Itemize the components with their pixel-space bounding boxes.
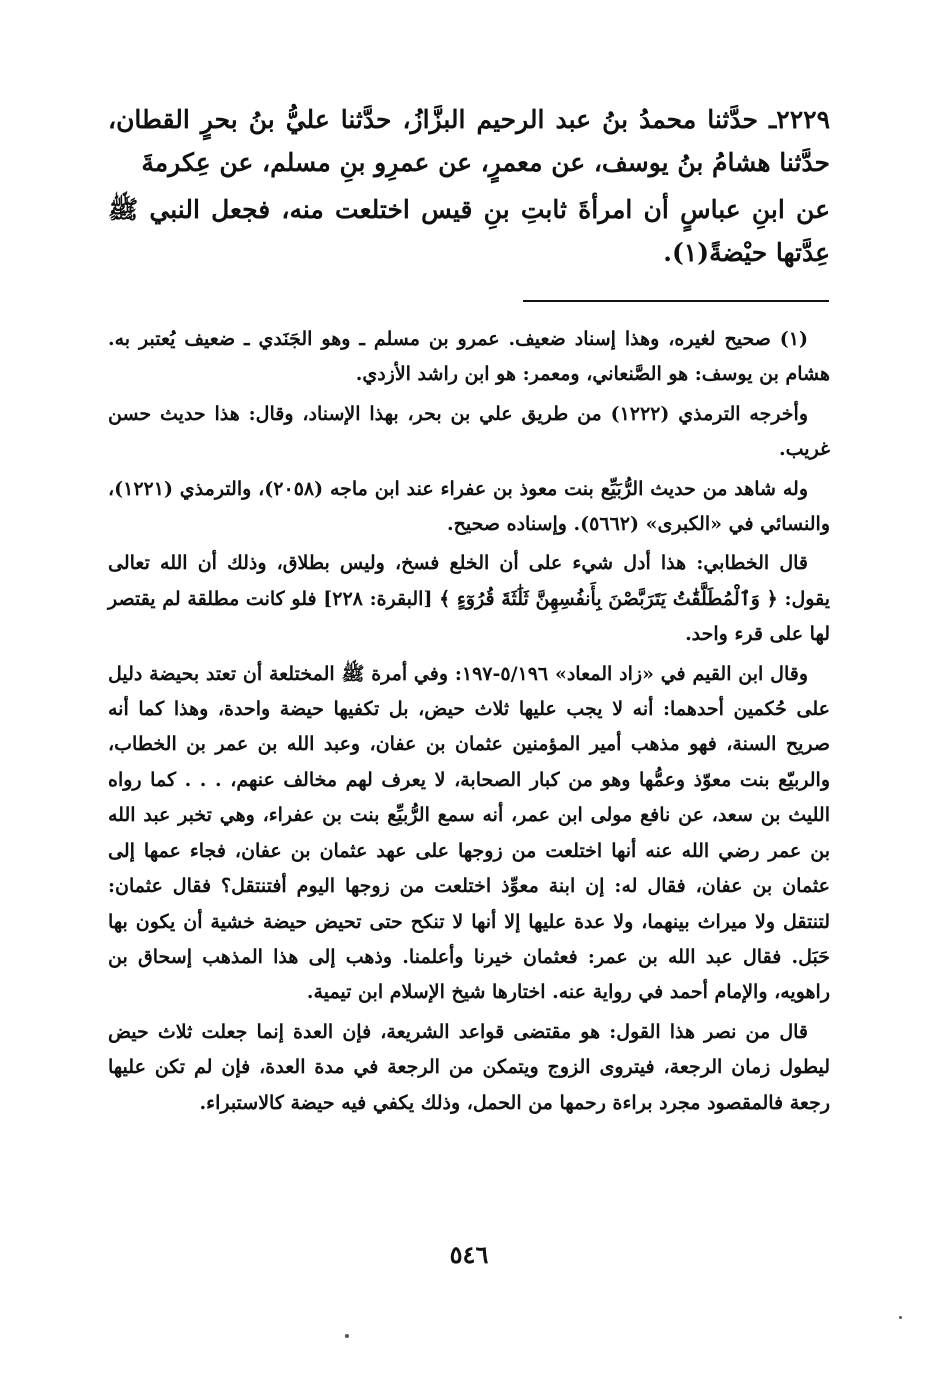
scan-speck	[345, 1334, 349, 1338]
footnote-paragraph: قال الخطابي: هذا أدل شيء على أن الخلع فسخ، وليس بطلاق، وذلك أن الله تعالى يقول: ﴿ وَٱلْمُطَلَّقَٰتُ يَتَرَبَّصْنَ بِأَنفُسِهِنَّ ثَلَٰثَةَ قُرُوٓءٍ ﴾ [البقرة: ٢٢٨] فلو كانت مطلقة لم يقتصر لها على قرء واحد.	[108, 552, 830, 646]
footnote-paragraph: وأخرجه الترمذي (١٢٢٢) من طريق علي بن بحر، بهذا الإسناد، وقال: هذا حديث حسن غريب.	[108, 402, 830, 461]
footnotes	[108, 322, 830, 1125]
footnote-paragraph: (١) صحيح لغيره، وهذا إسناد ضعيف. عمرو بن مسلم ـ وهو الجَنَدي ـ ضعيف يُعتبر به. هشام بن يوسف: هو الصَّنعاني، ومعمر: هو ابن راشد الأزدي.	[108, 328, 830, 386]
footnote-paragraph: قال من نصر هذا القول: هو مقتضى قواعد الشريعة، فإن العدة إنما جعلت ثلاث حيض ليطول زمان الرجعة، فيتروى الزوج ويتمكن من الرجعة في مدة العدة، فإن لم تكن عليها رجعة فالمقصود مجرد براءة رحمها من الحمل، وذلك يكفي فيه حيضة كالاستبراء.	[108, 1020, 830, 1114]
footnote-paragraph: وله شاهد من حديث الرُّبَيِّع بنت معوذ بن عفراء عند ابن ماجه (٢٠٥٨)، والترمذي (١٢٢١)، والنسائي في «الكبرى» (٥٦٦٢). وإسناده صحيح.	[108, 477, 830, 536]
footnote-paragraph: وقال ابن القيم في «زاد المعاد» ٥/١٩٦-١٩٧: وفي أمرة ﷺ المختلعة أن تعتد بحيضة دليل على حُكمين أحدهما: أنه لا يجب عليها ثلاث حيض، بل تكفيها حيضة واحدة، وهذا كما أنه صريح السنة، فهو مذهب أمير المؤمنين عثمان بن عفان، وعبد الله بن عمر بن الخطاب، والربيّع بنت معوّذ وعمُّها وهو من كبار الصحابة، لا يعرف لهم مخالف عنهم، . . . كما رواه الليث بن سعد، عن نافع مولى ابن عمر، أنه سمع الرُّبيِّع بنت بن عفراء، وهي تخبر عبد الله بن عمر رضي الله عنه أنها اختلعت من زوجها على عهد عثمان بن عفان، فجاء عمها إلى عثمان بن عفان، فقال له: إن ابنة معوِّذ اختلعت من زوجها اليوم أفتنتقل؟ فقال عثمان: لتنتقل ولا ميراث بينهما، ولا عدة عليها إلا أنها لا تنكح حتى تحيض حيضة خشية أن يكون بها حَبَل. فقال عبد الله بن عمر: فعثمان خيرنا وأعلمنا. وذهب إلى هذا المذهب إسحاق بن راهويه، والإمام أحمد في رواية عنه. اختارها شيخ الإسلام ابن تيمية.	[108, 662, 830, 1004]
footnote-separator	[523, 300, 829, 302]
page-number: ٥٤٦	[449, 1240, 489, 1269]
hadith-isnad: ٢٢٢٩ـ حدَّثنا محمدُ بنُ عبد الرحيم البزَّازُ، حدَّثنا عليُّ بنُ بحرٍ القطان، حدَّثنا هشامُ بنُ يوسف، عن معمرٍ، عن عمرِو بنِ مسلم، عن عِكرمةَ	[108, 105, 830, 177]
scan-speck	[899, 1316, 902, 1319]
hadith-text	[108, 98, 830, 274]
hadith-matn: عن ابنِ عباسٍ أن امرأةَ ثابتِ بنِ قيس اختلعت منه، فجعل النبي ﷺ عِدَّتها حيْضةً(١).	[108, 195, 830, 267]
